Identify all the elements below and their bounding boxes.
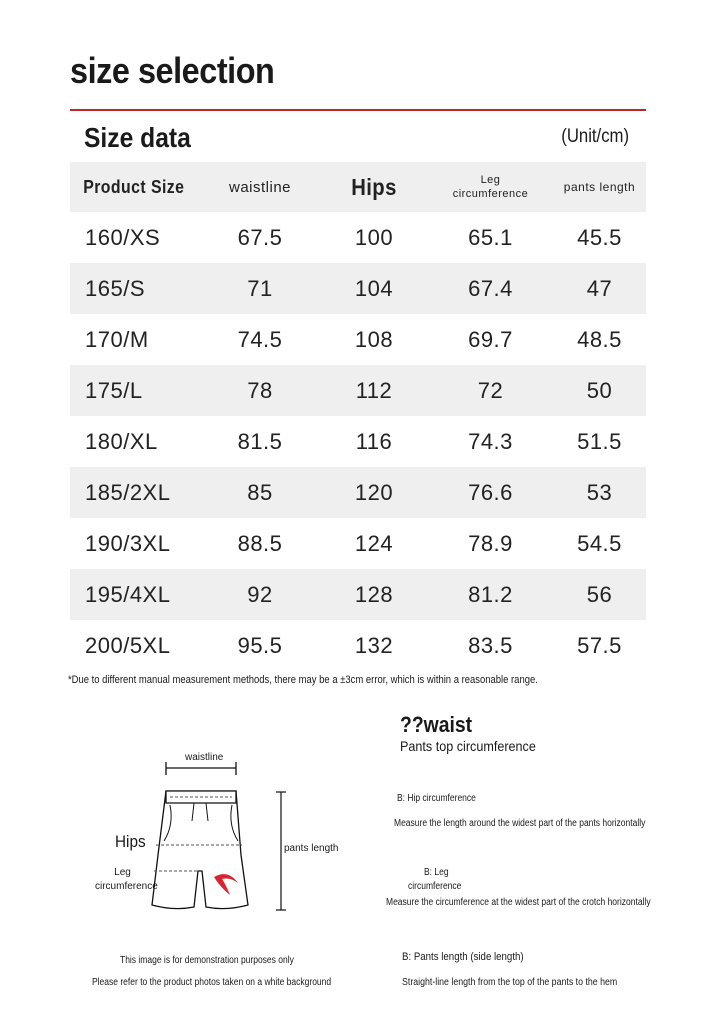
table-cell: 78.9 — [468, 530, 513, 556]
diagram-waist-label: waistline — [185, 752, 224, 763]
table-cell: 108 — [354, 326, 394, 352]
table-header-row — [70, 162, 646, 212]
table-cell: 88.5 — [237, 530, 283, 556]
section-title: Size data — [84, 122, 191, 153]
photo-caption: Please refer to the product photos taken on a white background — [92, 977, 332, 988]
table-row — [70, 365, 646, 416]
header-product-size: Product Size — [83, 176, 185, 197]
table-cell: 170/M — [85, 326, 149, 352]
note-waist-title: ??waist — [400, 712, 473, 737]
table-cell: 78 — [247, 377, 273, 403]
note-hip-title: B: Hip circumference — [397, 793, 476, 804]
table-cell: 160/XS — [85, 224, 161, 250]
table-body — [70, 212, 646, 671]
table-cell: 112 — [355, 377, 393, 403]
table-cell: 50 — [586, 377, 613, 403]
diagram-leg-line1: Leg — [114, 867, 131, 878]
table-cell: 120 — [354, 479, 394, 505]
waist-bracket — [166, 762, 236, 775]
table-row — [70, 467, 646, 518]
table-cell: 85 — [247, 479, 273, 505]
diagram-hips-label: Hips — [115, 832, 146, 851]
table-cell: 83.5 — [468, 632, 513, 658]
table-row — [70, 314, 646, 365]
note-waist-desc: Pants top circumference — [400, 738, 536, 754]
table-cell: 185/2XL — [85, 479, 171, 505]
table-cell: 104 — [354, 275, 394, 301]
header-waistline: waistline — [228, 178, 292, 196]
note-length-desc: Straight-line length from the top of the pants to the hem — [402, 977, 618, 988]
table-cell: 47 — [586, 275, 613, 301]
table-cell: 71 — [247, 275, 273, 301]
note-hip-desc: Measure the length around the widest part of the pants horizontally — [394, 818, 646, 829]
table-cell: 51.5 — [577, 428, 622, 454]
table-cell: 100 — [354, 224, 394, 250]
title-divider — [70, 109, 646, 111]
table-cell: 67.4 — [468, 275, 513, 301]
note-length-title: B: Pants length (side length) — [402, 951, 524, 963]
table-cell: 132 — [354, 632, 394, 658]
note-leg-desc: Measure the circumference at the widest part of the crotch horizontally — [386, 897, 651, 908]
table-row — [70, 620, 646, 671]
header-leg-line2: circumference — [452, 188, 529, 200]
table-cell: 53 — [586, 479, 613, 505]
table-cell: 124 — [354, 530, 394, 556]
table-cell: 92 — [247, 581, 273, 607]
table-row — [70, 416, 646, 467]
shorts-outline — [152, 791, 248, 909]
table-cell: 57.5 — [577, 632, 622, 658]
header-hips: Hips — [351, 173, 397, 200]
table-cell: 69.7 — [468, 326, 513, 352]
table-cell: 200/5XL — [85, 632, 171, 658]
table-cell: 195/4XL — [85, 581, 171, 607]
table-cell: 54.5 — [577, 530, 622, 556]
table-cell: 116 — [355, 428, 393, 454]
table-cell: 74.3 — [468, 428, 513, 454]
table-cell: 165/S — [85, 275, 145, 301]
table-row — [70, 518, 646, 569]
unit-label: (Unit/cm) — [561, 126, 629, 147]
diagram-leg-label — [95, 866, 158, 894]
size-table — [70, 162, 646, 671]
table-cell: 74.5 — [237, 326, 283, 352]
header-leg-circumference — [428, 173, 553, 201]
table-cell: 45.5 — [577, 224, 622, 250]
table-cell: 48.5 — [577, 326, 622, 352]
table-cell: 67.5 — [237, 224, 283, 250]
table-row — [70, 569, 646, 620]
diagram-length-label: pants length — [284, 843, 339, 854]
table-cell: 56 — [586, 581, 613, 607]
diagram-leg-line2: circumference — [95, 881, 158, 892]
note-leg-title-2: circumference — [408, 881, 462, 892]
footnote: *Due to different manual measurement methods, there may be a ±3cm error, which is within a reasonable range. — [68, 674, 538, 686]
table-cell: 95.5 — [237, 632, 283, 658]
demo-caption: This image is for demonstration purposes only — [120, 955, 294, 966]
table-row — [70, 212, 646, 263]
table-cell: 81.2 — [468, 581, 513, 607]
page-title: size selection — [70, 50, 275, 91]
table-cell: 81.5 — [237, 428, 283, 454]
note-leg-title-1: B: Leg — [424, 867, 449, 878]
table-cell: 76.6 — [468, 479, 513, 505]
table-cell: 180/XL — [85, 428, 158, 454]
table-cell: 128 — [354, 581, 394, 607]
table-row — [70, 263, 646, 314]
header-leg-line1: Leg — [480, 174, 501, 186]
table-cell: 175/L — [85, 377, 143, 403]
table-cell: 65.1 — [468, 224, 513, 250]
header-pants-length: pants length — [563, 180, 636, 194]
table-cell: 72 — [477, 377, 504, 403]
table-cell: 190/3XL — [85, 530, 171, 556]
